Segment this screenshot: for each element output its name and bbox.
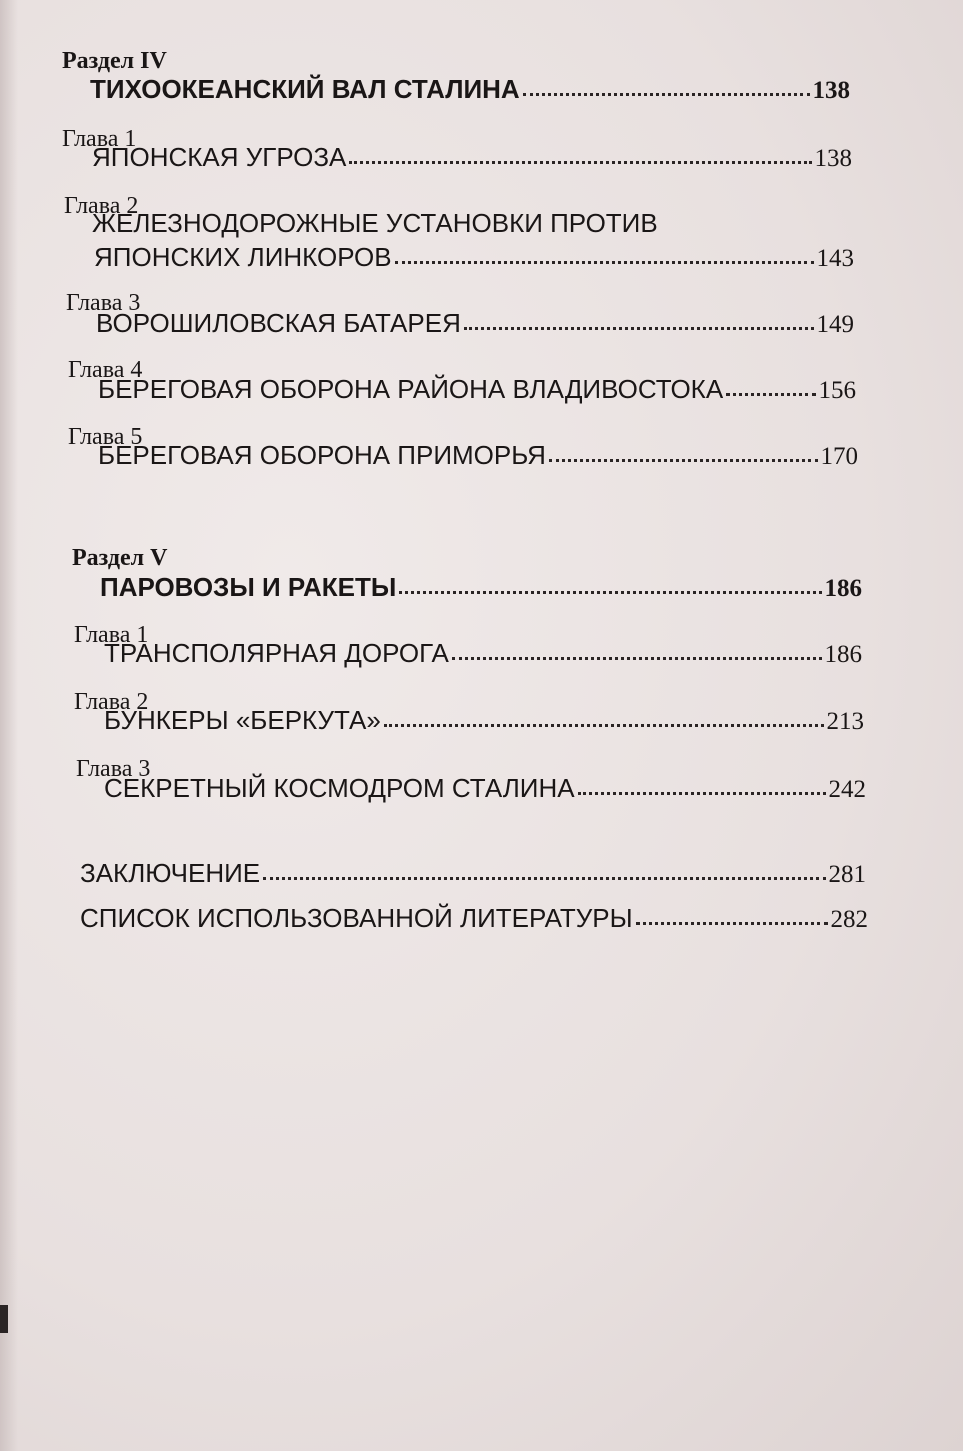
dot-leader bbox=[726, 391, 815, 396]
section-title-entry bbox=[90, 74, 850, 105]
chapter-title: БЕРЕГОВАЯ ОБОРОНА ПРИМОРЬЯ bbox=[98, 440, 546, 470]
chapter-entry bbox=[104, 638, 862, 669]
chapter-entry bbox=[98, 374, 856, 405]
back-matter-title: ЗАКЛЮЧЕНИЕ bbox=[80, 858, 261, 888]
chapter-label: Глава 4 bbox=[68, 357, 143, 383]
chapter-entry bbox=[104, 705, 864, 736]
page-number: 242 bbox=[828, 776, 866, 803]
dot-leader bbox=[384, 722, 824, 727]
chapter-label: Глава 3 bbox=[66, 290, 141, 316]
dot-leader bbox=[549, 457, 818, 462]
chapter-label: Глава 3 bbox=[76, 756, 151, 782]
page-number: 186 bbox=[824, 641, 862, 668]
chapter-label: Глава 2 bbox=[64, 193, 139, 219]
page-number: 143 bbox=[816, 245, 854, 272]
chapter-title: ВОРОШИЛОВСКАЯ БАТАРЕЯ bbox=[96, 308, 461, 338]
back-matter-entry bbox=[80, 858, 866, 889]
chapter-entry bbox=[104, 773, 866, 804]
dot-leader bbox=[452, 655, 822, 660]
page-number: 138 bbox=[814, 145, 852, 172]
dot-leader bbox=[578, 790, 826, 795]
chapter-label: Глава 2 bbox=[74, 689, 149, 715]
dot-leader bbox=[523, 91, 810, 96]
chapter-label: Глава 1 bbox=[74, 622, 149, 648]
chapter-title-line1: ЖЕЛЕЗНОДОРОЖНЫЕ УСТАНОВКИ ПРОТИВ bbox=[92, 208, 658, 238]
dot-leader bbox=[464, 325, 814, 330]
page-number: 156 bbox=[818, 377, 856, 404]
chapter-title: СЕКРЕТНЫЙ КОСМОДРОМ СТАЛИНА bbox=[104, 773, 575, 803]
chapter-label: Глава 1 bbox=[62, 126, 137, 152]
page-number: 149 bbox=[816, 311, 854, 338]
section-label: Раздел V bbox=[72, 545, 168, 571]
section-title-entry bbox=[100, 572, 862, 603]
dot-leader bbox=[349, 159, 811, 164]
chapter-label: Глава 5 bbox=[68, 424, 143, 450]
page-number: 186 bbox=[824, 575, 862, 602]
chapter-title: ТРАНСПОЛЯРНАЯ ДОРОГА bbox=[104, 638, 449, 668]
chapter-title: ЯПОНСКИХ ЛИНКОРОВ bbox=[94, 242, 392, 272]
back-matter-title: СПИСОК ИСПОЛЬЗОВАННОЙ ЛИТЕРАТУРЫ bbox=[80, 903, 633, 933]
dot-leader bbox=[395, 259, 814, 264]
chapter-entry bbox=[94, 242, 854, 273]
chapter-title: БУНКЕРЫ «БЕРКУТА» bbox=[104, 705, 381, 735]
section-label: Раздел IV bbox=[62, 48, 167, 74]
dot-leader bbox=[263, 875, 825, 880]
page-number: 282 bbox=[830, 906, 868, 933]
chapter-title: ЯПОНСКАЯ УГРОЗА bbox=[92, 142, 347, 172]
section-title: ТИХООКЕАНСКИЙ ВАЛ СТАЛИНА bbox=[90, 74, 520, 104]
chapter-title: БЕРЕГОВАЯ ОБОРОНА РАЙОНА ВЛАДИВОСТОКА bbox=[98, 374, 724, 404]
page-number: 213 bbox=[826, 708, 864, 735]
dot-leader bbox=[636, 920, 828, 925]
section-title: ПАРОВОЗЫ И РАКЕТЫ bbox=[100, 572, 397, 602]
back-matter-entry bbox=[80, 903, 868, 934]
page-number: 281 bbox=[828, 861, 866, 888]
chapter-entry bbox=[92, 142, 852, 173]
chapter-entry bbox=[98, 440, 858, 471]
dot-leader bbox=[399, 589, 821, 594]
chapter-entry bbox=[96, 308, 854, 339]
page-number: 138 bbox=[812, 77, 850, 104]
page-number: 170 bbox=[820, 443, 858, 470]
